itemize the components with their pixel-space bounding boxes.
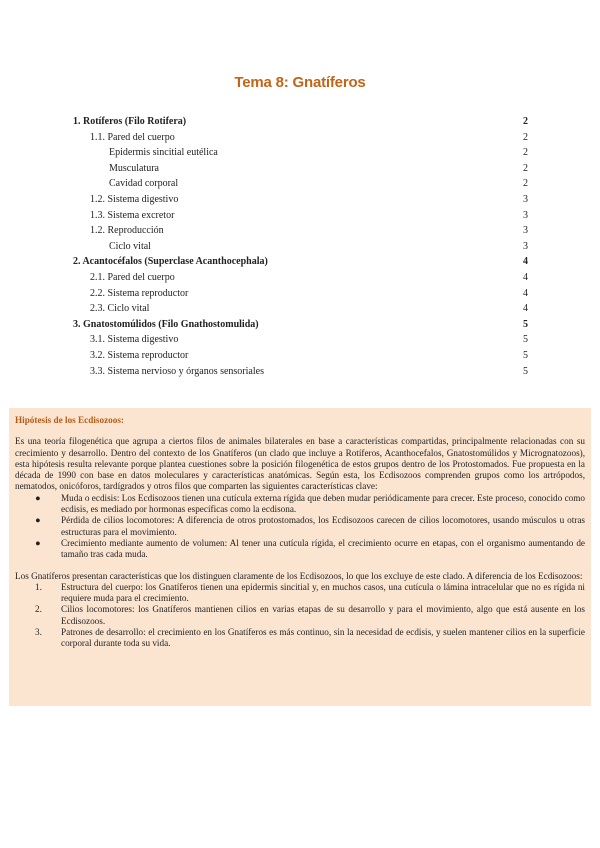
list-item [15, 538, 585, 561]
toc-entry-page: 3 [523, 225, 528, 237]
toc-entry-label: 3.3. Sistema nervioso y órganos sensoriales [90, 365, 264, 377]
toc-entry-label: 2.3. Ciclo vital [90, 303, 150, 315]
toc-entry[interactable] [73, 254, 530, 270]
list-number: 1. [35, 581, 42, 592]
toc-entry-label: 1.2. Reproducción [90, 225, 164, 237]
list-item [15, 627, 585, 650]
toc-entry-page: 2 [523, 131, 528, 143]
toc-entry-page: 4 [523, 303, 528, 315]
toc-entry-label: 3.2. Sistema reproductor [90, 349, 189, 361]
toc-entry-label: Epidermis sincitial eutélica [109, 147, 218, 159]
list-item-text: Muda o ecdisis: Los Ecdisozoos tienen una cutícula externa rígida que deben mudar periódicamente para crecer. Este proceso, conocido como ecdisis, es mediado por hormonas específicas como la ecdisona. [61, 492, 585, 515]
toc-entry-page: 2 [523, 162, 528, 174]
toc-entry-label: 2.2. Sistema reproductor [90, 287, 189, 299]
toc-entry-page: 5 [523, 318, 528, 330]
toc-entry-page: 2 [523, 147, 528, 159]
toc-entry[interactable] [73, 114, 530, 130]
characteristics-list [15, 493, 585, 561]
toc-entry-page: 3 [523, 209, 528, 221]
list-item [15, 604, 585, 627]
toc-entry-label: 1.1. Pared del cuerpo [90, 131, 175, 143]
bullet-icon: ● [35, 515, 41, 526]
differences-list [15, 582, 585, 650]
bullet-icon: ● [35, 537, 41, 548]
list-number: 3. [35, 627, 42, 638]
toc-entry-page: 2 [523, 116, 528, 127]
list-item-text: Cilios locomotores: los Gnatíferos mantienen cilios en varias etapas de su desarrollo y para el movimiento, algo que está ausente en los Ecdisozoos. [61, 604, 585, 626]
toc-entry[interactable] [73, 145, 530, 161]
toc-entry[interactable] [73, 317, 530, 333]
list-item-text: Estructura del cuerpo: los Gnatíferos tienen una epidermis sincitial y, en muchos casos, una cutícula o lámina intracelular que no es rígida ni requiere muda para el crecimiento. [61, 581, 585, 604]
box-title: Hipótesis de los Ecdisozoos: [15, 415, 124, 425]
document-title: Tema 8: Gnatíferos [234, 74, 366, 91]
toc-entry[interactable] [73, 301, 530, 317]
toc-entry-label: Musculatura [109, 162, 159, 174]
table-of-contents [73, 114, 530, 379]
toc-entry-label: 3. Gnatostomúlidos (Filo Gnathostomulida) [73, 318, 259, 330]
toc-entry[interactable] [73, 286, 530, 302]
list-item [15, 582, 585, 605]
toc-entry[interactable] [73, 223, 530, 239]
toc-entry-page: 3 [523, 240, 528, 252]
list-item-text: Crecimiento mediante aumento de volumen: Al tener una cutícula rígida, el crecimiento ocurre en etapas, con el organismo aumentando de tamaño tras cada muda. [61, 537, 585, 560]
list-item [15, 515, 585, 538]
toc-entry-label: Cavidad corporal [109, 178, 179, 190]
toc-entry[interactable] [73, 348, 530, 364]
list-item-text: Pérdida de cilios locomotores: A diferencia de otros protostomados, los Ecdisozoos carecen de cilios locomotores, usando músculos u otras estructuras para el movimiento. [61, 515, 585, 537]
toc-entry[interactable] [73, 192, 530, 208]
toc-entry-page: 5 [523, 365, 528, 377]
toc-entry-label: 1. Rotíferos (Filo Rotifera) [73, 116, 187, 127]
toc-entry-page: 3 [523, 193, 528, 205]
bullet-icon: ● [35, 492, 41, 503]
toc-entry-label: 3.1. Sistema digestivo [90, 334, 179, 346]
toc-entry[interactable] [73, 270, 530, 286]
toc-entry-page: 4 [523, 287, 528, 299]
toc-entry[interactable] [73, 239, 530, 255]
toc-entry-label: 2. Acantocéfalos (Superclase Acanthocephala) [73, 256, 268, 268]
toc-entry-page: 5 [523, 349, 528, 361]
toc-entry[interactable] [73, 332, 530, 348]
toc-entry-label: Ciclo vital [109, 240, 151, 252]
toc-entry-label: 1.3. Sistema excretor [90, 209, 175, 221]
toc-entry-page: 4 [523, 256, 528, 268]
box-second-paragraph: Los Gnatíferos presentan características que los distinguen claramente de los Ecdisozoos, lo que los excluye de este clado. A diferencia de los Ecdisozoos: [15, 570, 583, 581]
toc-entry-page: 4 [523, 271, 528, 283]
toc-entry-page: 5 [523, 334, 528, 346]
list-item [15, 493, 585, 516]
ecdysozoa-hypothesis-box [9, 408, 591, 706]
toc-entry-label: 1.2. Sistema digestivo [90, 193, 179, 205]
toc-entry-page: 2 [523, 178, 528, 190]
box-intro-paragraph: Es una teoría filogenética que agrupa a ciertos filos de animales bilaterales en base a características compartidas, principalmente relacionadas con su crecimiento y desarrollo. Dentro del contexto de los Gnatíferos (un clado que incluye a Rotíferos, Acanthocefalos, Gnatostomúlidos y Micrognatozoos), esta hipótesis resulta relevante porque plantea cuestiones sobre la posición filogenética de estos grupos dentro de los Protostomados. Fue propuesta en la década de 1990 con base en datos moleculares y características anatómicas. Según esta, los Ecdisozoos comprenden grupos como los artrópodos, nematodos, onicóforos, tardígrados y otros filos que comparten las siguientes características clave: [15, 436, 585, 492]
toc-entry[interactable] [73, 208, 530, 224]
toc-entry[interactable] [73, 161, 530, 177]
list-item-text: Patrones de desarrollo: el crecimiento en los Gnatíferos es más continuo, sin la necesidad de ecdisis, y suelen mantener cilios en la superficie corporal durante toda su vida. [61, 627, 585, 649]
list-number: 2. [35, 604, 42, 615]
toc-entry[interactable] [73, 176, 530, 192]
toc-entry[interactable] [73, 364, 530, 380]
toc-entry-label: 2.1. Pared del cuerpo [90, 271, 175, 283]
toc-entry[interactable] [73, 130, 530, 146]
